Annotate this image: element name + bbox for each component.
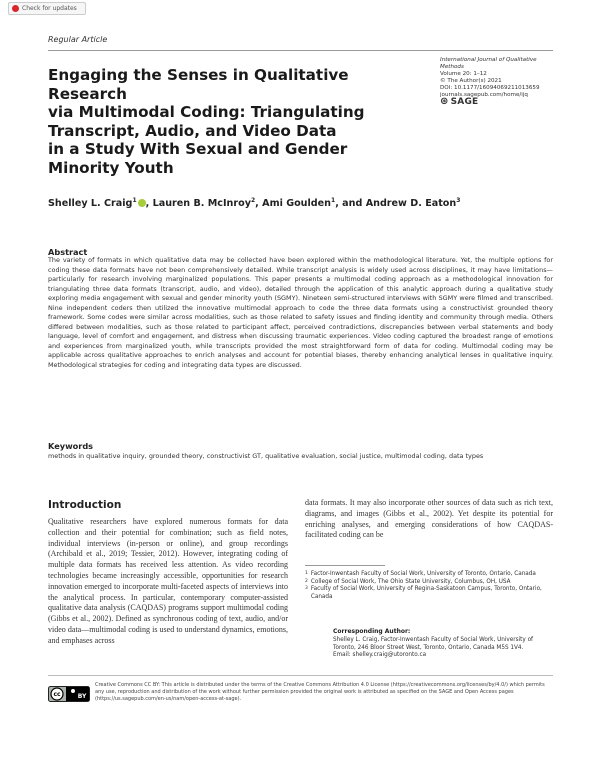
header-divider (48, 50, 553, 51)
title-line-1: Engaging the Senses in Qualitative Research (48, 66, 349, 103)
title-line-5: Minority Youth (48, 158, 174, 177)
corresponding-author-details (333, 637, 553, 660)
author-name[interactable]: Lauren B. McInroy (152, 198, 251, 210)
affiliation-number: 3 (305, 586, 308, 591)
journal-copyright: © The Author(s) 2021 (440, 78, 502, 85)
article-type: Regular Article (48, 35, 108, 44)
cc-by-license-icon[interactable] (48, 685, 90, 702)
affiliation-item (305, 571, 553, 579)
svg-text:cc: cc (53, 690, 61, 698)
crossmark-icon (12, 5, 19, 12)
check-for-updates-label: Check for updates (22, 5, 77, 12)
affiliation-text: College of Social Work, The Ohio State University, Columbus, OH, USA (310, 578, 511, 585)
affiliation-text: Factor-Inwentash Faculty of Social Work, University of Toronto, Ontario, Canada (310, 571, 536, 577)
author-list: Shelley L. Craig$^1$ , Lauren B. McInroy$^2$, Ami Goulden$^1$, and Andrew D. Eaton$^3$ (48, 197, 461, 210)
author-affiliation: 1 (132, 197, 137, 204)
affiliation-item (305, 579, 553, 587)
corresponding-author-address: Shelley L. Craig, Factor-Inwentash Faculty of Social Work, University of Toronto, 246 Bloor Street West, Toronto, Ontario, Canada M5S 1V4. (333, 637, 534, 651)
affiliations (305, 571, 553, 601)
abstract-text: The variety of formats in which qualitative data may be collected have been explored within the methodological literature. Yet, the multiple options for coding these data formats have not been comprehensively detailed. While transcript analysis is widely used across disciplines, it may have limitations—particularly for research involving marginalized populations. This paper presents a multimodal coding approach as a methodological innovation for triangulating three data formats (transcript, audio, and video), detailed through the application of this analytic approach during a qualitative study exploring media engagement with sexual and gender minority youth (SGMY). Nineteen semi-structured interviews with SGMY were filmed and transcribed. Nine independent coders then utilized the innovative multimodal approach to code the three data formats using a constructivist grounded theory framework. Some codes were similar across modalities, such as those related to safety issues and finding identity and community through media. Others differed between modalities, such as those related to participant affect, perceived contradictions, discrepancies between verbal statements and body language, level of comfort and engagement, and distress when discussing traumatic experiences. Video coding captured the broadest range of emotions and experiences from marginalized youth, while transcripts provided the most straightforward form of data for coding. Multimodal coding may be applicable across qualitative approaches to enrich analyses and account for potential biases, thereby enhancing analytical lenses in qualitative inquiry. Methodological strategies for coding and integrating data types are discussed. (48, 256, 553, 370)
author-affiliation: 1 (331, 197, 336, 204)
introduction-column-2: data formats. It may also incorporate other sources of data such as rich text, diagrams, and images (Gibbs et al., 2002). Yet despite its potential for enriching analyses, and emerging considerations of how CAQDAS-facilitated coding can be (305, 498, 553, 540)
journal-info (440, 57, 560, 100)
introduction-heading: Introduction (48, 499, 122, 511)
author-name[interactable]: Andrew D. Eaton (365, 198, 457, 210)
license-divider (48, 675, 553, 676)
title-line-4: in a Study With Sexual and Gender (48, 140, 348, 159)
corresponding-author-email[interactable]: Email: shelley.craig@utoronto.ca (333, 652, 427, 658)
keywords-heading: Keywords (48, 441, 94, 451)
author-name[interactable]: Shelley L. Craig (48, 198, 133, 210)
orcid-icon[interactable] (138, 199, 146, 207)
cc-by-badge (48, 686, 90, 702)
affiliation-number: 2 (305, 578, 308, 584)
title-line-3: Transcript, Audio, and Video Data (48, 121, 337, 140)
journal-doi[interactable]: DOI: 10.1177/16094069211013659 (440, 85, 540, 92)
author-affiliation: 2 (250, 197, 256, 204)
footnote-divider (305, 565, 385, 566)
sage-mark-icon: ⊛ (440, 96, 449, 107)
introduction-column-1: Qualitative researchers have explored numerous formats for data collection and their potential for combination; such as field notes, individual interviews (in-person or online), and group recordings (Archibald et al., 2019; Tessier, 2012). However, integrating coding of multiple data formats has received less attention. As video recording technologies became increasingly accessible, opportunities for research innovation emerged to incorporate multi-faceted aspects of interviews into the analytical process. In particular, contemporary computer-assisted qualitative data analysis (CAQDAS) programs support multimodal coding (Gibbs et al., 2002). Defined as synchronous coding of text, audio, and/or video data—multimodal coding is used to understand dynamics, emotions, and emphases across (48, 517, 288, 645)
affiliation-number: 1 (305, 571, 308, 576)
check-for-updates-badge[interactable] (8, 2, 86, 15)
journal-name: International Journal of Qualitative Methods (440, 57, 537, 71)
affiliation-item (305, 586, 553, 601)
article-title (48, 66, 418, 178)
author-name[interactable]: Ami Goulden (262, 198, 331, 210)
corresponding-author-heading: Corresponding Author: (333, 628, 411, 635)
author-affiliation: 3 (456, 197, 461, 204)
abstract-heading: Abstract (48, 247, 88, 257)
sage-logo-text: SAGE (450, 96, 479, 107)
title-line-2: via Multimodal Coding: Triangulating (48, 103, 365, 122)
keywords-text: methods in qualitative inquiry, grounded theory, constructivist GT, qualitative evaluation, social justice, multimodal coding, data types (48, 452, 484, 460)
svg-text:BY: BY (77, 692, 87, 700)
sage-logo (440, 96, 478, 107)
license-text: Creative Commons CC BY: This article is distributed under the terms of the Creative Commons Attribution 4.0 License (https://creativecommons.org/licenses/by/4.0/) which permits any use, reproduction and distribution of the work without further permission provided the original work is attributed as specified on the SAGE and Open Access pages (https://us.sagepub.com/en-us/nam/open-access-at-sage). (95, 682, 545, 702)
affiliation-text: Faculty of Social Work, University of Regina-Saskatoon Campus, Toronto, Ontario, Canada (310, 586, 542, 600)
journal-volume: Volume 20: 1–12 (440, 71, 487, 78)
journal-url[interactable]: journals.sagepub.com/home/ijq (440, 92, 528, 99)
